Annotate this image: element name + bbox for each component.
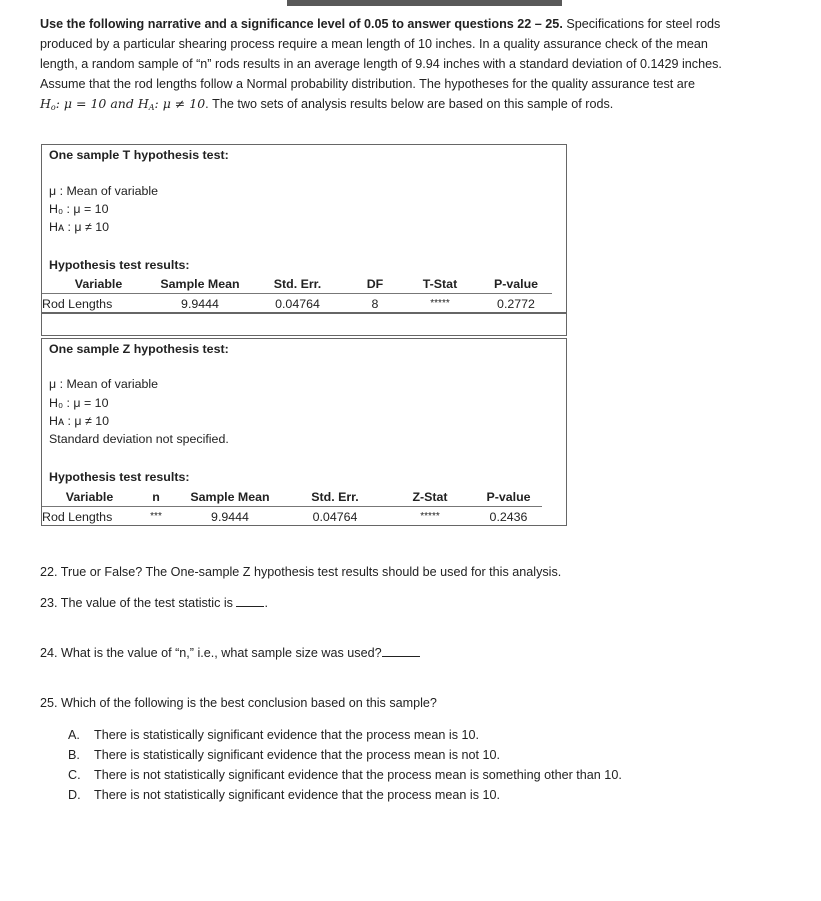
narrative-lead: Use the following narrative and a significance level of 0.05 to answer questions 22 – 25. [40,17,563,31]
z-results-table [42,487,542,526]
t-col-df: DF [350,274,400,294]
t-col-std-err: Std. Err. [245,274,350,294]
z-col-n: n [137,487,175,507]
t-col-sample-mean: Sample Mean [155,274,245,294]
t-col-t-stat: T-Stat [400,274,480,294]
table-row: Rod Lengths *** 9.9444 0.04764 ***** 0.2436 [42,509,528,524]
z-sd-line: Standard deviation not specified. [49,432,229,446]
null-hypothesis: $H_o$: μ = 10 and $H_A$: μ ≠ 10 [40,96,206,112]
narrative-line5: $H_o$: μ = 10 and $H_A$: μ ≠ 10. The two sets of analysis results below are based on this sample of rods. [40,96,614,112]
table-row: Rod Lengths 9.9444 0.04764 8 ***** 0.2772 [42,296,535,311]
option-a[interactable]: A. There is statistically significant evidence that the process mean is 10. [68,728,479,742]
answer-blank-24[interactable] [382,646,420,657]
t-ha-line: Hᴀ : μ ≠ 10 [49,220,110,234]
z-col-p-value: P-value [475,487,542,507]
option-d[interactable]: D. There is not statistically significant evidence that the process mean is 10. [68,788,501,802]
option-b[interactable]: B. There is statistically significant evidence that the process mean is not 10. [68,748,501,762]
panel-separator [41,312,567,336]
z-col-variable: Variable [42,487,137,507]
t-results-title: Hypothesis test results: [49,258,190,272]
question-23: 23. The value of the test statistic is . [40,596,268,610]
question-25: 25. Which of the following is the best conclusion based on this sample? [40,696,437,710]
narrative [40,14,800,118]
t-test-panel [41,144,567,314]
narrative-line4: Assume that the rod lengths follow a Normal probability distribution. The hypotheses for the quality assurance test are [40,77,695,91]
t-col-variable: Variable [42,274,155,294]
answer-blank-23[interactable] [236,596,264,607]
t-mu-line: μ : Mean of variable [49,184,159,198]
z-test-panel [41,338,567,526]
z-col-std-err: Std. Err. [285,487,385,507]
z-col-sample-mean: Sample Mean [175,487,285,507]
z-mu-line: μ : Mean of variable [49,377,159,391]
t-col-p-value: P-value [480,274,552,294]
option-c[interactable]: C. There is not statistically significant evidence that the process mean is something other than 10. [68,768,622,782]
z-results-title: Hypothesis test results: [49,470,190,484]
t-h0-line: H₀ : μ = 10 [49,202,109,216]
t-test-title: One sample T hypothesis test: [49,148,229,162]
z-col-z-stat: Z-Stat [385,487,475,507]
z-test-title: One sample Z hypothesis test: [49,342,229,356]
table-header-row [42,274,552,294]
z-ha-line: Hᴀ : μ ≠ 10 [49,414,110,428]
question-22: 22. True or False? The One-sample Z hypothesis test results should be used for this analysis. [40,565,562,579]
narrative-line3: length, a random sample of “n” rods results in an average length of 9.94 inches with a standard deviation of 0.1429 inches. [40,57,722,71]
table-header-row [42,487,542,507]
top-bar [287,0,562,6]
question-24: 24. What is the value of “n,” i.e., what sample size was used? [40,646,420,660]
z-h0-line: H₀ : μ = 10 [49,396,109,410]
t-results-table [42,274,552,313]
narrative-line2: produced by a particular shearing process require a mean length of 10 inches. In a quality assurance check of the mean [40,37,708,51]
narrative-line1: Specifications for steel rods [562,17,721,31]
